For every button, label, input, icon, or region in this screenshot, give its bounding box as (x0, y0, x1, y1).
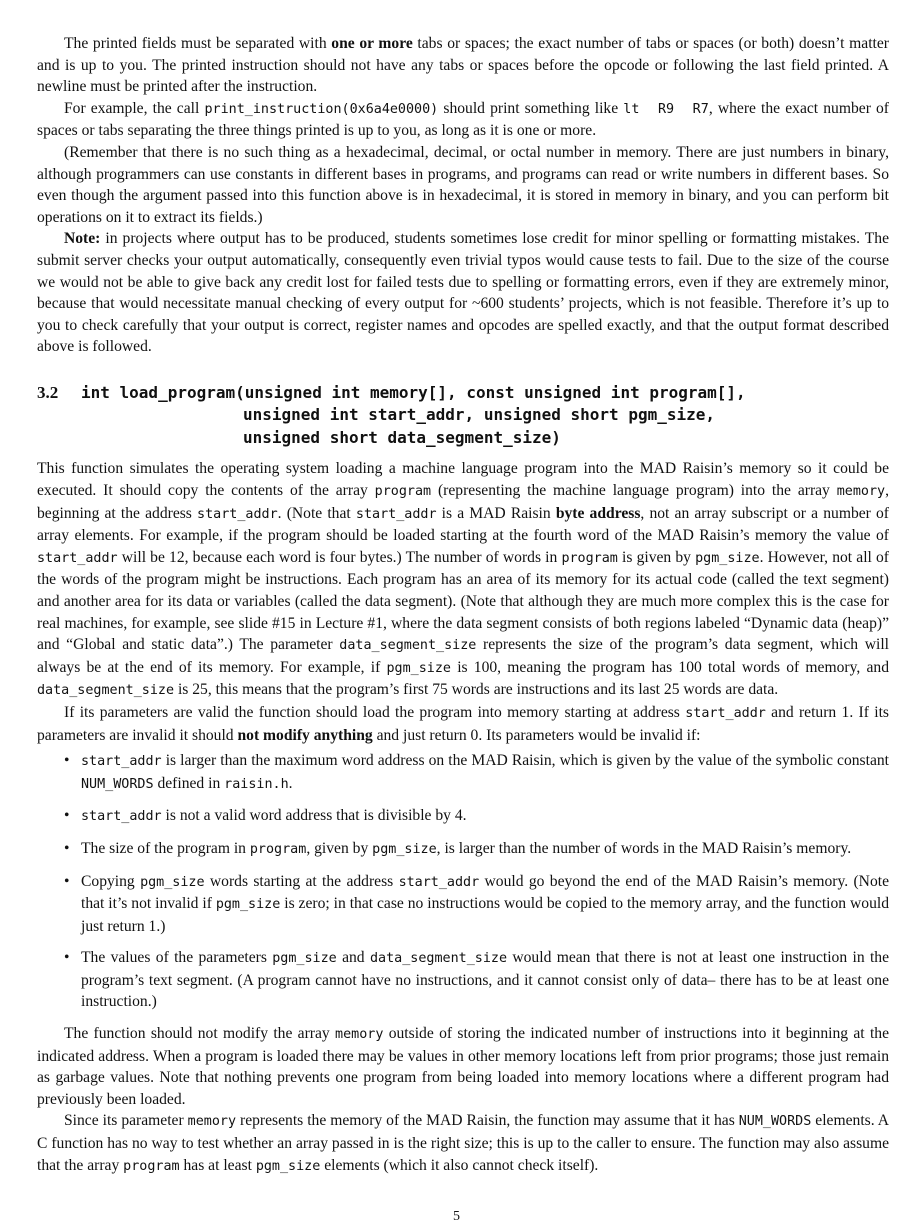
bullet-icon: • (64, 752, 70, 770)
paragraph-binary-note: (Remember that there is no such thing as a hexadecimal, decimal, or octal number in memory. There are just numbers in binary, although programmers can use constants in different bases in programs, and programs can read or write numbers in different bases. So even though the argument passed into this function above is in hexadecimal, it is stored in memory in binary, and you can perform bit operations on it to extract its fields.) (37, 143, 889, 226)
signature-line-1: int load_program(unsigned int memory[], const unsigned int program[], (81, 382, 746, 402)
paragraph-memory-modification: The function should not modify the array memory outside of storing the indicated number of instructions into it beginning at the indicated address. When a program is loaded there may be values in other memory locations left from prior programs; those just remain as garbage values. Note that nothing prevents one program from being loaded into memory locations where a different program had previously been loaded. (37, 1025, 889, 1108)
bullet-icon: • (64, 839, 70, 857)
list-item: • Copying pgm_size words starting at the address start_addr would go beyond the end of the MAD Raisin’s memory. (Note that it’s not invalid if pgm_size is zero; in that case no instructions would be copied to the memory array, and the function would just return 1.) (64, 872, 889, 935)
bullet-icon: • (64, 872, 70, 890)
paragraph-load-program-description: This function simulates the operating system loading a machine language program into the MAD Raisin’s memory so it could be executed. It should copy the contents of the array program (representing the machine language program) into the array memory, beginning at the address start_addr. (Note that start_addr is a MAD Raisin byte address, not an array subscript or a number of array elements. For example, if the program should be loaded starting at the fourth word of the MAD Raisin’s memory the value of start_addr will be 12, because each word is four bytes.) The number of words in program is given by pgm_size. However, not all of the words of the program might be instructions. Each program has an area of its memory for its actual code (called the text segment) and another area for its data or variables (called the data segment). (Note that although they are much more complex this is the case for real machines, for example, see slide #15 in Lecture #1, where the data segment consists of both regions labeled “Dynamic data (heap)” and “Global and static data”.) The parameter data_segment_size represents the size of the program’s data segment, which will always be at the end of its memory. For example, if pgm_size is 100, meaning the program has 100 total words of memory, and data_segment_size is 25, this means that the program’s first 75 words are instructions and its last 25 words are data. (37, 460, 890, 699)
paragraph-example-call: For example, the call print_instruction(0x6a4e0000) should print something like lt R9 R7, where the exact number of spaces or tabs separating the three things printed is up to you, as long as it is one or more. (37, 99, 889, 140)
emphasis-not-modify: not modify anything (237, 726, 373, 744)
section-heading-load-program (37, 382, 889, 450)
list-item: • The values of the parameters pgm_size and data_segment_size would mean that there is not at least one instruction in the program’s text segment. (A program cannot have no instructions, and it cannot consist only of data– there has to be at least one instruction.) (64, 949, 890, 1011)
paragraph-valid-parameters: If its parameters are valid the function should load the program into memory starting at address start_addr and return 1. If its parameters are invalid it should not modify anything and just return 0. Its parameters would be invalid if: (37, 703, 889, 744)
function-signature (81, 382, 889, 450)
code-print-instruction: print_instruction(0x6a4e0000) (204, 101, 439, 117)
code-example-output: lt R9 R7 (623, 101, 709, 117)
bullet-icon: • (64, 807, 70, 825)
list-item: • start_addr is not a valid word address that is divisible by 4. (37, 805, 889, 828)
list-item: • start_addr is larger than the maximum word address on the MAD Raisin, which is given by the value of the symbolic constant NUM_WORDS defined in raisin.h. (64, 752, 889, 792)
page-number: 5 (453, 1209, 460, 1224)
signature-line-3: unsigned short data_segment_size) (243, 427, 561, 447)
bullet-icon: • (64, 949, 70, 967)
paragraph-note-spelling: Note: in projects where output has to be produced, students sometimes lose credit for minor spelling or formatting mistakes. The submit server checks your output automatically, consequently even trivial typos would cause tests to fail. Due to the size of the course we would not be able to give back any credit lost for failed tests due to spelling or formatting errors, even if they are extremely minor, because that would necessitate manual checking of every output for ~600 students’ projects, which is not feasible. Therefore it’s up to you to check carefully that your output is correct, register names and opcodes are spelled exactly, and that the output format described above is followed. (37, 230, 889, 356)
signature-line-2: unsigned int start_addr, unsigned short pgm_size, (243, 405, 716, 425)
emphasis-byte-address: byte address (555, 504, 641, 522)
note-label: Note: (64, 230, 101, 248)
paragraph-output-format: The printed fields must be separated with one or more tabs or spaces; the exact number of tabs or spaces (or both) doesn’t matter and is up to you. The printed instruction should not have any tabs or spaces before the opcode or following the last field printed. A newline must be printed after the instruction. (37, 35, 889, 96)
invalid-conditions-list (37, 750, 889, 1013)
document-page (37, 33, 889, 1177)
list-item: • The size of the program in program, given by pgm_size, is larger than the number of words in the MAD Raisin’s memory. (37, 838, 889, 861)
emphasis-one-or-more: one or more (331, 35, 413, 52)
section-number: 3.2 (37, 382, 59, 402)
paragraph-array-assumptions: Since its parameter memory represents the memory of the MAD Raisin, the function may assume that it has NUM_WORDS elements. A C function has no way to test whether an array passed in is the right size; this is up to the caller to ensure. The function may also assume that the array program has at least pgm_size elements (which it also cannot check itself). (37, 1112, 889, 1174)
